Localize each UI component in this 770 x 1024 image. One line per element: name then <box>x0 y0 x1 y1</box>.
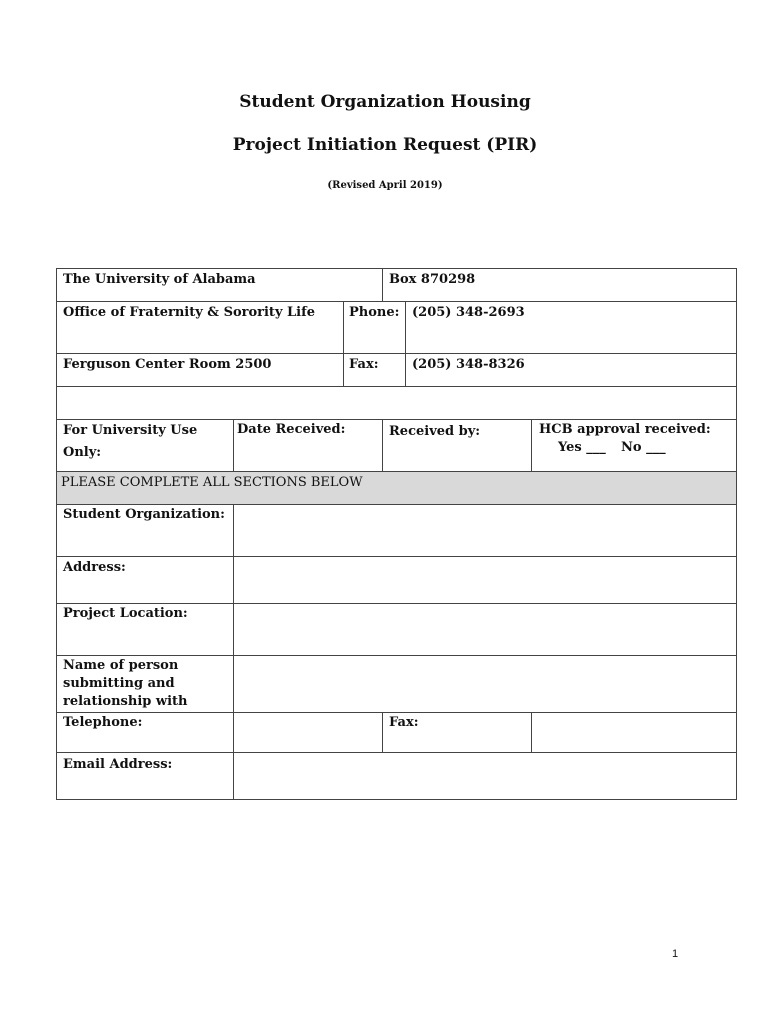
person-label-1: Name of person <box>63 658 179 673</box>
row-divider <box>56 301 737 302</box>
email-input[interactable] <box>235 754 736 799</box>
col-divider <box>405 301 406 386</box>
row-divider <box>56 603 737 604</box>
office-name: Office of Fraternity & Sorority Life <box>63 305 315 320</box>
revision-note: (Revised April 2019) <box>327 180 443 191</box>
phone-number: (205) 348-2693 <box>412 305 525 320</box>
fax-input[interactable] <box>533 714 736 751</box>
phone-label: Phone: <box>349 305 400 320</box>
row-divider <box>56 504 737 505</box>
person-label-2: submitting and <box>63 676 175 691</box>
row-divider <box>56 419 737 420</box>
telephone-input[interactable] <box>235 714 381 751</box>
row-divider <box>56 655 737 656</box>
office-location: Ferguson Center Room 2500 <box>63 357 272 372</box>
fax-number: (205) 348-8326 <box>412 357 525 372</box>
fax-field-label: Fax: <box>389 715 419 730</box>
col-divider <box>233 504 234 800</box>
page-subtitle: Project Initiation Request (PIR) <box>232 135 538 155</box>
row-divider <box>56 752 737 753</box>
col-divider <box>233 419 234 471</box>
student-org-input[interactable] <box>235 506 736 555</box>
col-divider <box>531 712 532 752</box>
project-location-input[interactable] <box>235 605 736 654</box>
hcb-no-field[interactable]: No ___ <box>621 440 666 455</box>
page-title: Student Organization Housing <box>239 92 531 112</box>
university-use-label-1: For University Use <box>63 423 198 438</box>
row-divider <box>56 353 737 354</box>
col-divider <box>531 419 532 471</box>
telephone-label: Telephone: <box>63 715 143 730</box>
col-divider <box>382 712 383 752</box>
student-org-label: Student Organization: <box>63 507 225 522</box>
row-divider <box>56 386 737 387</box>
university-use-label-2: Only: <box>63 445 102 460</box>
university-name: The University of Alabama <box>63 272 256 287</box>
address-input[interactable] <box>235 558 736 602</box>
person-label-3: relationship with <box>63 694 188 709</box>
project-location-label: Project Location: <box>63 606 188 621</box>
col-divider <box>382 268 383 301</box>
email-label: Email Address: <box>63 757 173 772</box>
row-divider <box>56 556 737 557</box>
address-label: Address: <box>63 560 126 575</box>
date-received-label: Date Received: <box>237 422 346 437</box>
received-by-label: Received by: <box>389 424 481 439</box>
hcb-yes-field[interactable]: Yes ___ <box>558 440 606 455</box>
page-number: 1 <box>672 948 679 960</box>
box-number: Box 870298 <box>389 272 476 287</box>
person-input[interactable] <box>235 657 736 711</box>
col-divider <box>382 419 383 471</box>
section-banner: PLEASE COMPLETE ALL SECTIONS BELOW <box>61 475 363 490</box>
col-divider <box>343 301 344 386</box>
hcb-approval-label: HCB approval received: <box>539 422 711 437</box>
fax-label: Fax: <box>349 357 379 372</box>
row-divider <box>56 712 737 713</box>
